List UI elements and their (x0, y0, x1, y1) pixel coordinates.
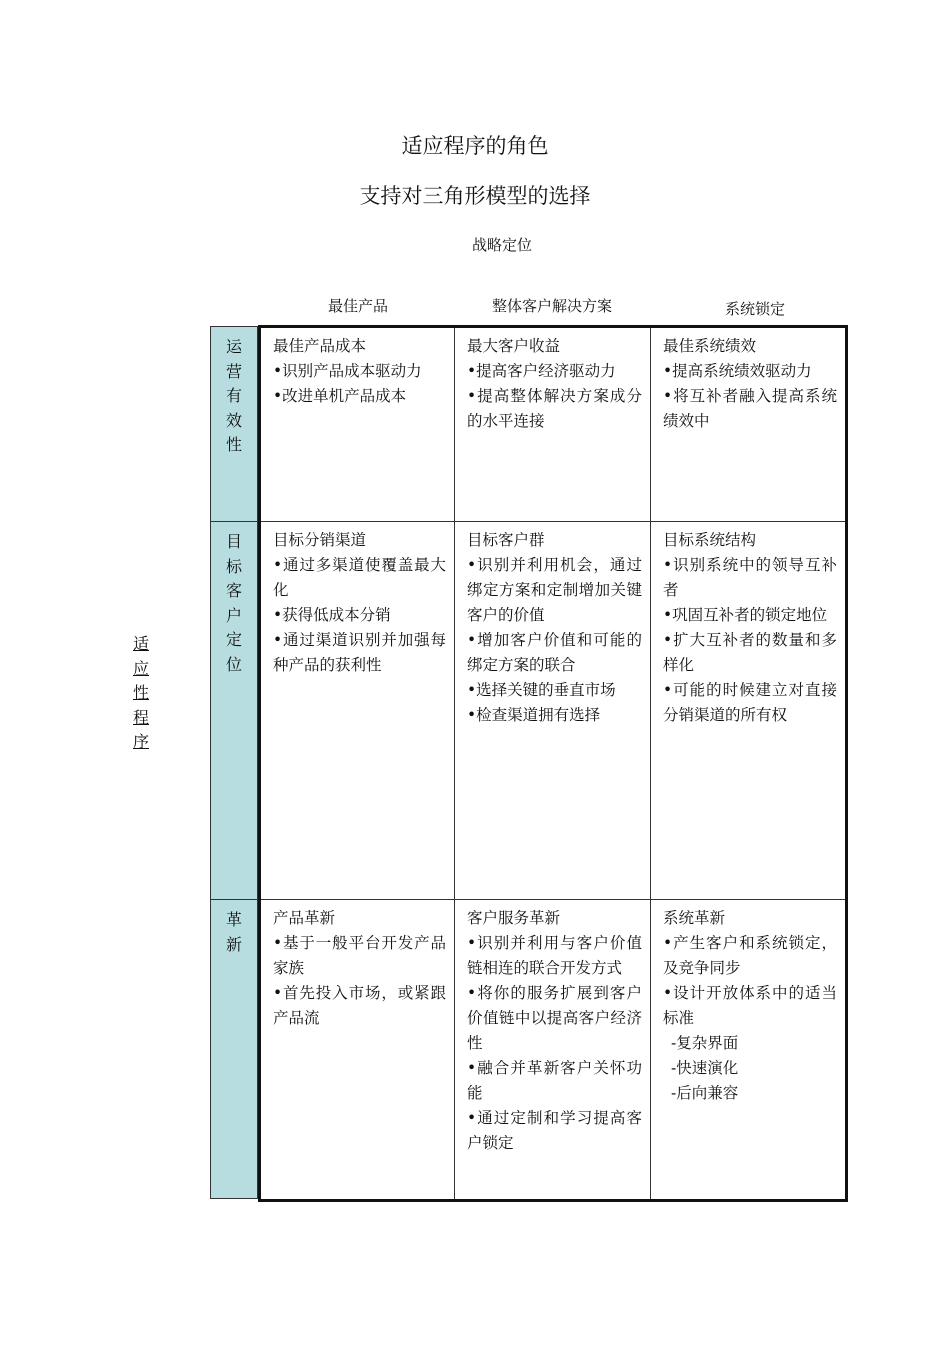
cell-heading: 目标系统结构 (663, 531, 757, 549)
cell-sub-item: -快速演化 (671, 1059, 739, 1077)
cell-bullet-item: •首先投入市场，或紧跟产品流 (273, 984, 446, 1027)
cell-heading: 客户服务革新 (467, 909, 561, 927)
table-cell (261, 328, 454, 521)
cell-bullet-item: •可能的时候建立对直接分销渠道的所有权 (663, 681, 837, 724)
cell-heading: 目标分销渠道 (273, 531, 367, 549)
cell-bullet-item: •融合并革新客户关怀功能 (467, 1059, 642, 1102)
cell-bullet-item: •将互补者融入提高系统绩效中 (663, 387, 837, 430)
column-header-system-lockin: 系统锁定 (724, 300, 785, 318)
cell-bullet-item: •通过渠道识别并加强每种产品的获利性 (273, 631, 446, 674)
page-subtitle: 支持对三角形模型的选择 (359, 184, 591, 208)
row-header-operational-effectiveness: 运 营 有 效 性 (210, 326, 258, 522)
cell-bullet-item: •巩固互补者的锁定地位 (663, 606, 828, 624)
cell-bullet-item: •将你的服务扩展到客户价值链中以提高客户经济性 (467, 984, 642, 1052)
row-header-innovation: 革 新 (210, 899, 258, 1199)
cell-bullet-item: •增加客户价值和可能的绑定方案的联合 (467, 631, 642, 674)
table-cell (455, 522, 650, 899)
cell-bullet-item: •提高系统绩效驱动力 (663, 362, 812, 380)
cell-bullet-item: •提高整体解决方案成分的水平连接 (467, 387, 642, 430)
cell-bullet-item: •扩大互补者的数量和多样化 (663, 631, 837, 674)
cell-sub-item: -后向兼容 (671, 1084, 739, 1102)
cell-heading: 产品革新 (273, 909, 336, 927)
cell-heading: 最大客户收益 (467, 337, 561, 355)
row-header-target-customer: 目 标 客 户 定 位 (210, 521, 258, 901)
cell-bullet-item: •获得低成本分销 (273, 606, 391, 624)
cell-heading: 系统革新 (663, 909, 726, 927)
side-label-adaptive-process: 适 应 性 程 序 (132, 634, 149, 751)
table-cell (651, 900, 845, 1200)
column-header-total-solution: 整体客户解决方案 (491, 297, 612, 315)
column-header-best-product: 最佳产品 (327, 297, 388, 315)
cell-bullet-item: •产生客户和系统锁定，及竞争同步 (663, 934, 837, 977)
page-title: 适应程序的角色 (401, 134, 549, 158)
cell-bullet-item: •选择关键的垂直市场 (467, 681, 616, 699)
cell-bullet-item: •检查渠道拥有选择 (467, 706, 601, 724)
cell-heading: 最佳产品成本 (273, 337, 367, 355)
cell-bullet-item: •设计开放体系中的适当标准 (663, 984, 837, 1027)
table-cell (455, 900, 650, 1200)
matrix-table (258, 325, 848, 1202)
cell-bullet-item: •改进单机产品成本 (273, 387, 407, 405)
table-cell (651, 522, 845, 899)
cell-sub-item: -复杂界面 (671, 1034, 739, 1052)
cell-bullet-item: •通过定制和学习提高客户锁定 (467, 1109, 642, 1152)
cell-bullet-item: •通过多渠道使覆盖最大化 (273, 556, 446, 599)
cell-bullet-item: •识别并利用机会，通过绑定方案和定制增加关键客户的价值 (467, 556, 642, 624)
cell-heading: 最佳系统绩效 (663, 337, 757, 355)
cell-heading: 目标客户群 (467, 531, 545, 549)
cell-bullet-item: •提高客户经济驱动力 (467, 362, 616, 380)
table-cell (651, 328, 845, 521)
strategy-label: 战略定位 (471, 236, 532, 254)
table-cell (455, 328, 650, 521)
cell-bullet-item: •识别系统中的领导互补者 (663, 556, 837, 599)
cell-bullet-item: •识别产品成本驱动力 (273, 362, 422, 380)
cell-bullet-item: •基于一般平台开发产品家族 (273, 934, 446, 977)
cell-bullet-item: •识别并利用与客户价值链相连的联合开发方式 (467, 934, 642, 977)
table-cell (261, 900, 454, 1200)
table-cell (261, 522, 454, 899)
